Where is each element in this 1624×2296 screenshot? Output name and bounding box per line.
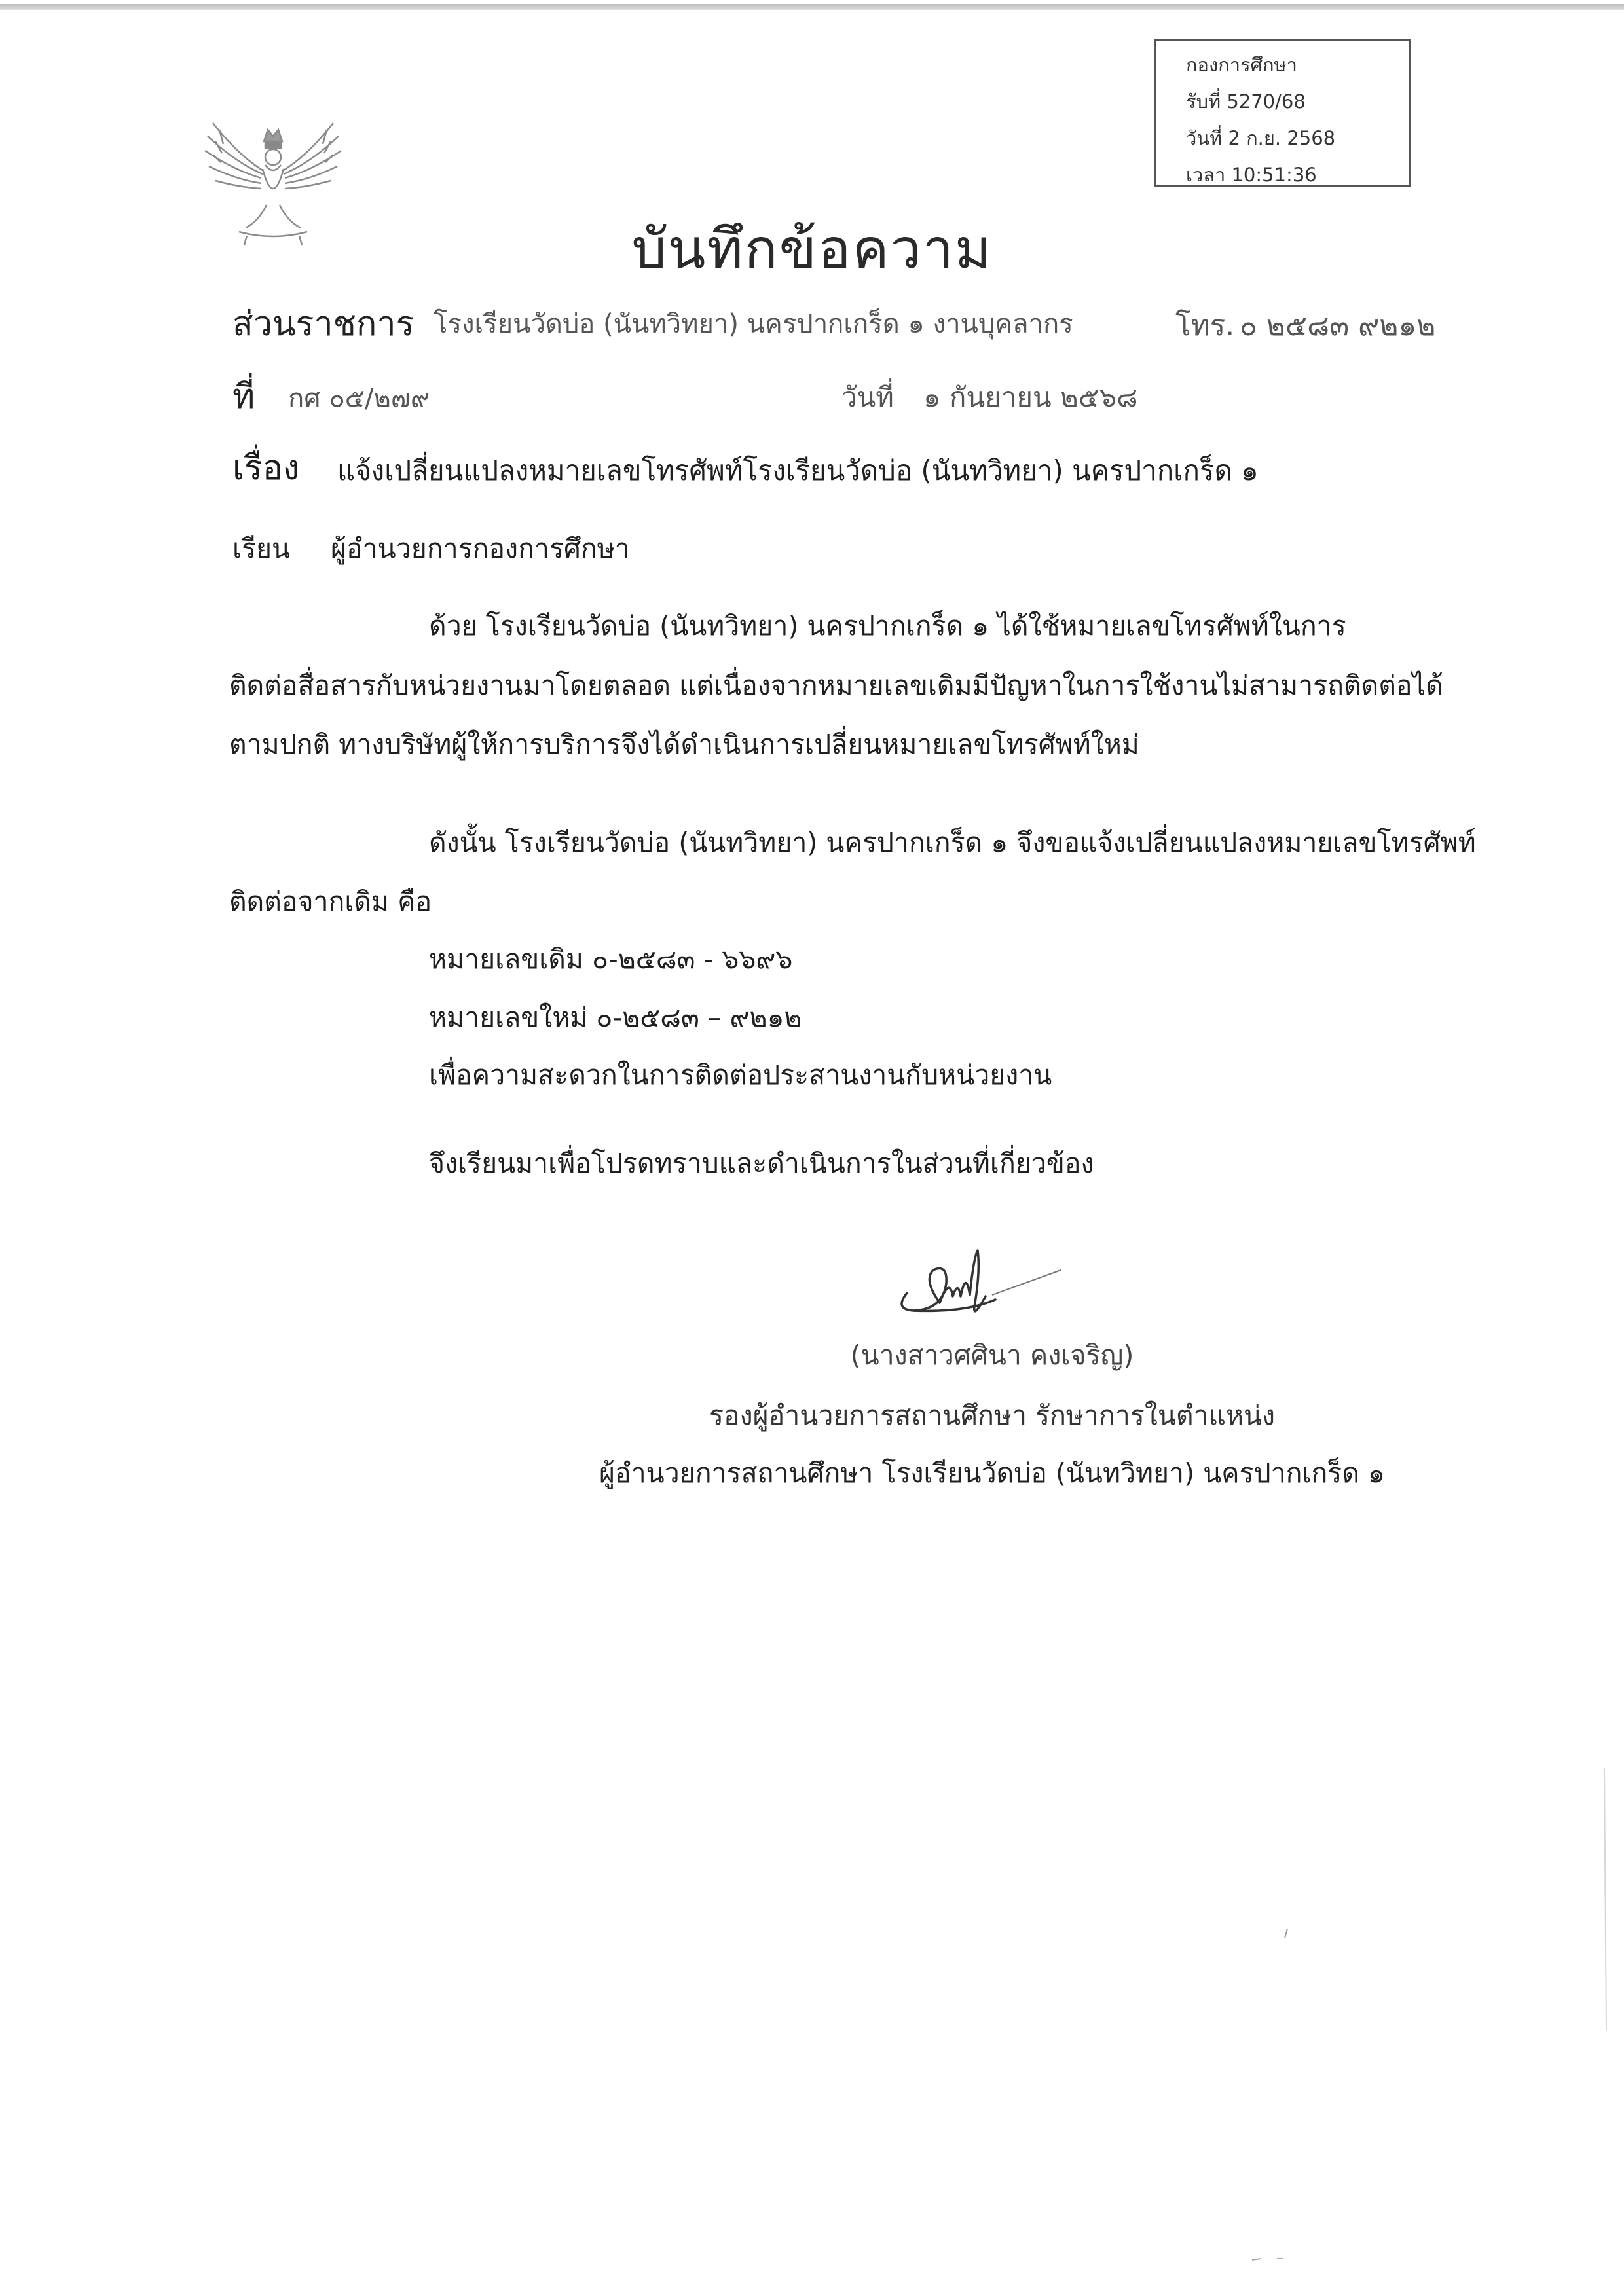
stamp-department: กองการศึกษา [1186,54,1297,76]
subject-value: แจ้งเปลี่ยนแปลงหมายเลขโทรศัพท์โรงเรียนวัดบ่อ (นันทวิทยา) นครปากเกร็ด ๑ [337,454,1259,486]
stamp-time: เวลา 10:51:36 [1186,164,1317,186]
stamp-receipt-number: รับที่ 5270/68 [1186,90,1306,113]
stamp-date: วันที่ 2 ก.ย. 2568 [1186,127,1336,149]
purpose-line: เพื่อความสะดวกในการติดต่อประสานงานกับหน่วยงาน [429,1059,1052,1091]
body-paragraph-1-line-1: ด้วย โรงเรียนวัดบ่อ (นันทวิทยา) นครปากเกร็ด ๑ ได้ใช้หมายเลขโทรศัพท์ในการ [429,610,1346,642]
agency-value: โรงเรียนวัดบ่อ (นันทวิทยา) นครปากเกร็ด ๑ งานบุคลากร [434,309,1073,339]
date-label: วันที่ [841,381,894,413]
to-label: เรียน [232,533,291,564]
phone-value: ๐ ๒๕๘๓ ๙๒๑๒ [1240,309,1436,342]
closing-line: จึงเรียนมาเพื่อโปรดทราบและดำเนินการในส่วนที่เกี่ยวข้อง [429,1148,1094,1179]
old-phone-number: หมายเลขเดิม ๐-๒๕๘๓ - ๖๖๙๖ [429,943,793,975]
document-title: บันทึกข้อความ [631,217,993,281]
agency-label: ส่วนราชการ [232,304,415,344]
reference-label: ที่ [232,377,255,416]
new-phone-number: หมายเลขใหม่ ๐-๒๕๘๓ – ๙๒๑๒ [429,1002,802,1033]
signatory-position-2: ผู้อำนวยการสถานศึกษา โรงเรียนวัดบ่อ (นันทวิทยา) นครปากเกร็ด ๑ [599,1457,1385,1489]
body-paragraph-2-line-1: ดังนั้น โรงเรียนวัดบ่อ (นันทวิทยา) นครปากเกร็ด ๑ จึงขอแจ้งเปลี่ยนแปลงหมายเลขโทรศัพท์ [429,827,1476,858]
signatory-position-1: รองผู้อำนวยการสถานศึกษา รักษาการในตำแหน่ง [709,1400,1276,1431]
phone-label: โทร. [1175,309,1235,342]
signatory-name: (นางสาวศศินา คงเจริญ) [850,1339,1134,1371]
body-paragraph-2-line-2: ติดต่อจากเดิม คือ [229,886,432,917]
to-value: ผู้อำนวยการกองการศึกษา [331,533,630,564]
subject-label: เรื่อง [232,448,300,488]
body-paragraph-1-line-2: ติดต่อสื่อสารกับหน่วยงานมาโดยตลอด แต่เนื่องจากหมายเลขเดิมมีปัญหาในการใช้งานไม่สามารถติดต่อได้ [229,670,1443,701]
reference-number: กศ ๐๕/๒๗๙ [288,384,430,414]
body-paragraph-1-line-3: ตามปกติ ทางบริษัทผู้ให้การบริการจึงได้ดำเนินการเปลี่ยนหมายเลขโทรศัพท์ใหม่ [229,729,1139,760]
date-value: ๑ กันยายน ๒๕๖๘ [923,381,1138,413]
